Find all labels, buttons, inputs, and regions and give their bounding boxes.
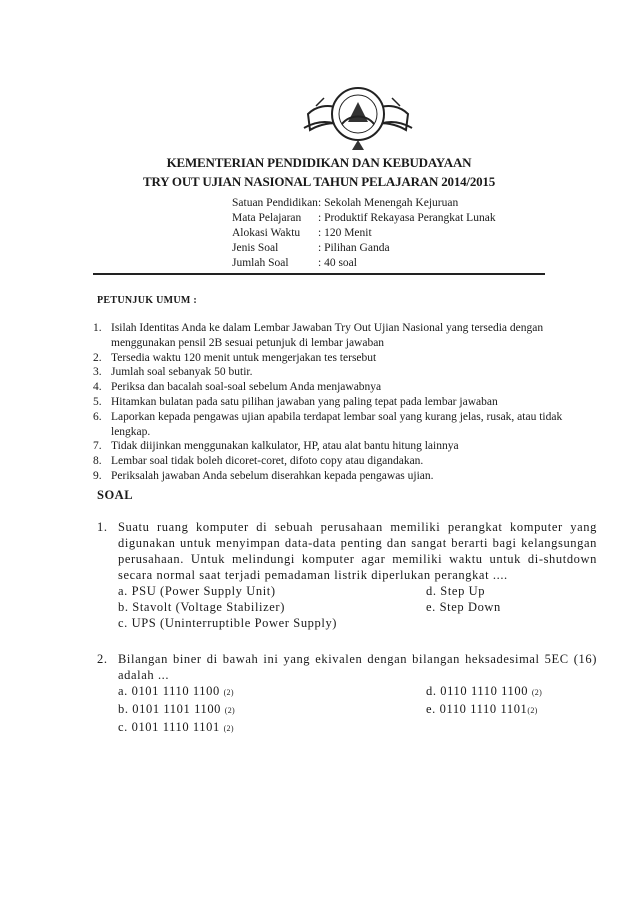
base-subscript: (2)	[531, 688, 543, 697]
option-d[interactable]: d. Step Up	[426, 584, 486, 598]
option-e[interactable]: e. Step Down	[426, 600, 501, 614]
instruction-text: Periksalah jawaban Anda sebelum diserahkan kepada pengawas ujian.	[111, 469, 434, 482]
option-c[interactable]	[118, 719, 426, 737]
instruction-item	[93, 351, 563, 366]
base-subscript: (2)	[223, 724, 234, 733]
option-text: b. 0101 1101 1100	[118, 702, 222, 716]
instruction-text: Laporkan kepada pengawas ujian apabila terdapat lembar soal yang kurang jelas, rusak, atau tidak lengkap.	[111, 410, 563, 438]
option-b[interactable]: b. Stavolt (Voltage Stabilizer)	[118, 600, 285, 614]
instruction-item	[93, 410, 563, 440]
question-1	[97, 519, 597, 631]
instruction-text: Hitamkan bulatan pada satu pilihan jawaban yang paling tepat pada lembar jawaban	[111, 395, 498, 408]
info-value: : 120 Menit	[318, 227, 372, 239]
tut-wuri-handayani-logo	[298, 84, 418, 152]
option-d[interactable]	[426, 683, 542, 701]
instruction-text: Tersedia waktu 120 menit untuk mengerjakan tes tersebut	[111, 351, 377, 364]
question-2	[97, 651, 597, 737]
exam-title: TRY OUT UJIAN NASIONAL TAHUN PELAJARAN 2014/2015	[142, 174, 496, 189]
instruction-number: 2.	[93, 351, 102, 364]
option-a[interactable]: a. PSU (Power Supply Unit)	[118, 584, 276, 598]
instruction-text: Jumlah soal sebanyak 50 butir.	[111, 366, 253, 379]
header-divider	[93, 273, 545, 275]
info-row-count	[232, 256, 496, 271]
instruction-item	[93, 380, 563, 395]
base-subscript: (2)	[527, 706, 538, 715]
question-text: Bilangan biner di bawah ini yang ekivalen dengan bilangan heksadesimal 5EC (16) adalah ...	[118, 652, 597, 682]
instruction-item	[93, 365, 563, 380]
info-key: Alokasi Waktu	[232, 227, 301, 239]
info-key: Jumlah Soal	[232, 257, 289, 269]
exam-info-table	[232, 196, 496, 271]
instruction-text: Isilah Identitas Anda ke dalam Lembar Jawaban Try Out Ujian Nasional yang tersedia dengan menggunakan pensil 2B sesuai petunjuk di lembar jawaban	[111, 322, 544, 349]
info-key: Jenis Soal	[232, 242, 279, 254]
instruction-number: 3.	[93, 366, 102, 379]
instruction-item	[93, 395, 563, 410]
option-a[interactable]	[118, 683, 426, 701]
instruction-item	[93, 439, 563, 454]
option-text: d. 0110 1110 1100	[426, 684, 529, 698]
instruction-number: 8.	[93, 455, 102, 468]
instructions-list	[93, 321, 563, 484]
question-number: 1.	[97, 520, 108, 534]
instruction-number: 9.	[93, 469, 102, 482]
instruction-number: 6.	[93, 410, 102, 423]
question-number: 2.	[97, 652, 108, 666]
question-options	[118, 683, 597, 737]
option-c[interactable]: c. UPS (Uninterruptible Power Supply)	[118, 616, 338, 630]
info-value: : Produktif Rekayasa Perangkat Lunak	[318, 212, 496, 224]
ministry-title: KEMENTERIAN PENDIDIKAN DAN KEBUDAYAAN	[166, 155, 472, 170]
question-options	[118, 583, 597, 631]
instruction-item	[93, 454, 563, 469]
option-text: c. 0101 1110 1101	[118, 720, 220, 734]
info-key: Mata Pelajaran	[232, 212, 302, 224]
question-text: Suatu ruang komputer di sebuah perusahaan memiliki perangkat komputer yang digunakan untuk menyimpan data-data penting dan sangat berarti bagi kelangsungan perusahaan. Untuk melindungi komputer agar memiliki waktu untuk di-shutdown secara normal saat terjadi pemadaman listrik diperlukan perangkat ....	[118, 520, 597, 582]
instruction-number: 7.	[93, 440, 102, 453]
instruction-item	[93, 321, 563, 351]
info-row-unit	[232, 196, 496, 211]
info-row-subject	[232, 211, 496, 226]
instruction-number: 5.	[93, 395, 102, 408]
base-subscript: (2)	[223, 688, 234, 697]
instruction-text: Periksa dan bacalah soal-soal sebelum Anda menjawabnya	[111, 381, 382, 394]
info-key: Satuan Pendidikan	[232, 197, 318, 209]
info-value: : Sekolah Menengah Kejuruan	[318, 197, 459, 209]
instruction-number: 4.	[93, 381, 102, 394]
base-subscript: (2)	[224, 706, 235, 715]
info-value: : 40 soal	[318, 257, 357, 269]
info-row-time	[232, 226, 496, 241]
option-e[interactable]	[426, 701, 538, 719]
instruction-text: Tidak diijinkan menggunakan kalkulator, HP, atau alat bantu hitung lainnya	[111, 440, 459, 453]
option-b[interactable]	[118, 701, 426, 719]
instruction-text: Lembar soal tidak boleh dicoret-coret, difoto copy atau digandakan.	[111, 455, 424, 468]
questions-heading: SOAL	[97, 488, 134, 502]
option-text: a. 0101 1110 1100	[118, 684, 220, 698]
info-value: : Pilihan Ganda	[318, 242, 390, 254]
instruction-item	[93, 469, 563, 484]
instructions-heading: PETUNJUK UMUM :	[97, 295, 198, 306]
info-row-type	[232, 241, 496, 256]
instruction-number: 1.	[93, 322, 102, 334]
option-text: e. 0110 1110 1101	[426, 702, 528, 716]
